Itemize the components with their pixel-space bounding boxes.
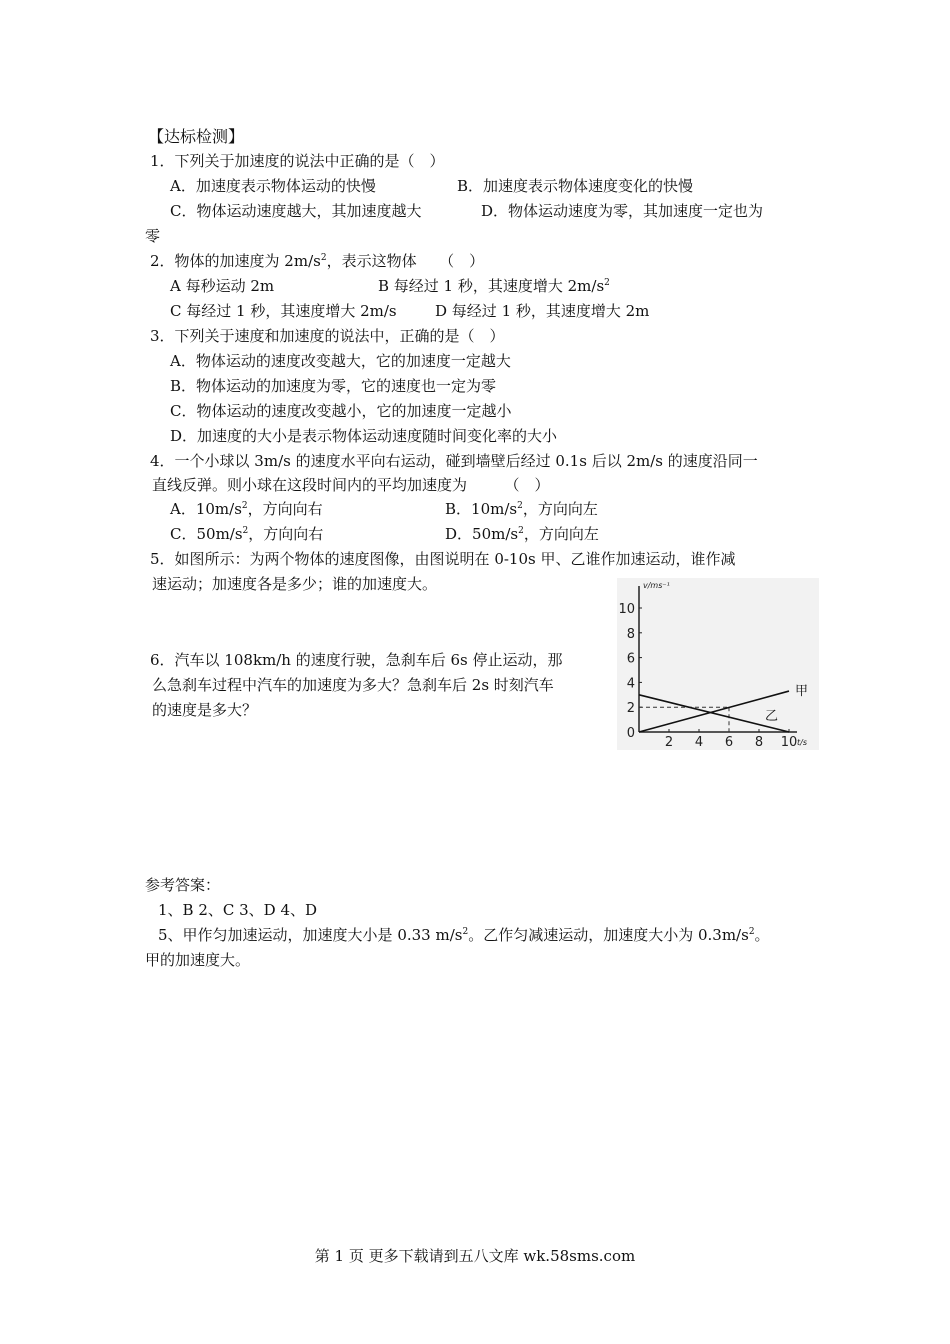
answers-line1: 1、B 2、C 3、D 4、D bbox=[158, 901, 318, 919]
q4-option-d: D．$50m/s^2$，方向向左 bbox=[445, 525, 599, 543]
series-label-2: 乙 bbox=[765, 709, 779, 725]
q2-option-b: B 每经过 1 秒，其速度增大 $2m/s^2$ bbox=[378, 277, 610, 295]
q3-option-d: D．加速度的大小是表示物体运动速度随时间变化率的大小 bbox=[170, 427, 558, 445]
y-tick-label: 10 bbox=[618, 602, 635, 617]
q6-line3: 的速度是多大？ bbox=[152, 701, 258, 719]
q1-stem: 1．下列关于加速度的说法中正确的是（ ） bbox=[150, 152, 445, 170]
series-label-1: 甲 bbox=[795, 684, 809, 700]
q1-option-d: D．物体运动速度为零，其加速度一定也为 bbox=[481, 202, 764, 220]
answers-line3: 甲的加速度大。 bbox=[145, 951, 251, 969]
answers-title: 参考答案： bbox=[145, 876, 221, 894]
x-axis-label: t/s bbox=[797, 738, 807, 747]
q2-option-a: A 每秒运动 2m bbox=[170, 277, 275, 295]
y-tick-label: 2 bbox=[626, 701, 635, 717]
q4-option-a: A．$10m/s^2$，方向向右 bbox=[170, 500, 323, 518]
x-tick-label: 6 bbox=[724, 735, 734, 750]
q3-option-c: C．物体运动的速度改变越小，它的加速度一定越小 bbox=[170, 402, 512, 420]
q1-option-c: C．物体运动速度越大，其加速度越大 bbox=[170, 202, 422, 220]
y-tick-label: 4 bbox=[626, 676, 635, 692]
q6-line2: 么急刹车过程中汽车的加速度为多大？急刹车后 2s 时刻汽车 bbox=[152, 676, 554, 694]
q5-line2: 速运动；加速度各是多少；谁的加速度大。 bbox=[152, 575, 438, 593]
q1-option-a: A．加速度表示物体运动的快慢 bbox=[170, 177, 376, 195]
q4-option-c: C．$50m/s^2$，方向向右 bbox=[170, 525, 324, 543]
y-axis-label: v/ms⁻¹ bbox=[643, 581, 670, 590]
x-tick-label: 10 bbox=[780, 735, 798, 750]
q5-line1: 5．如图所示：为两个物体的速度图像，由图说明在 0-10s 甲、乙谁作加速运动，谁作减 bbox=[150, 550, 736, 568]
x-tick-label: 2 bbox=[664, 735, 674, 750]
q4-stem-line2: 直线反弹。则小球在这段时间内的平均加速度为 （ ） bbox=[152, 476, 550, 494]
y-tick-label: 8 bbox=[626, 626, 635, 642]
q1-option-d-cont: 零 bbox=[145, 227, 161, 245]
q2-option-c: C 每经过 1 秒，其速度增大 2m/s bbox=[170, 302, 397, 320]
q4-stem-line1: 4．一个小球以 3m/s 的速度水平向右运动，碰到墙壁后经过 0.1s 后以 2m/s 的速度沿同一 bbox=[150, 452, 758, 470]
section-title: 【达标检测】 bbox=[148, 127, 245, 146]
x-tick-label: 4 bbox=[694, 735, 704, 750]
q2-option-d: D 每经过 1 秒，其速度增大 2m bbox=[435, 302, 650, 320]
q3-stem: 3．下列关于速度和加速度的说法中，正确的是（ ） bbox=[150, 327, 505, 345]
q4-option-b: B．$10m/s^2$，方向向左 bbox=[445, 500, 598, 518]
q1-option-b: B．加速度表示物体速度变化的快慢 bbox=[457, 177, 694, 195]
q3-option-a: A．物体运动的速度改变越大，它的加速度一定越大 bbox=[170, 352, 511, 370]
velocity-time-chart bbox=[617, 578, 819, 750]
answers-line2: 5、甲作匀加速运动，加速度大小是 0.33 $m/s^2$。乙作匀减速运动，加速度大小为 $0.3m/s^2$。 bbox=[158, 926, 770, 944]
q3-option-b: B．物体运动的加速度为零，它的速度也一定为零 bbox=[170, 377, 497, 395]
q6-line1: 6．汽车以 108km/h 的速度行驶，急刹车后 6s 停止运动，那 bbox=[150, 651, 563, 669]
y-tick-label: 0 bbox=[626, 726, 635, 741]
q2-stem: 2．物体的加速度为 $2m/s^2$，表示这物体 （ ） bbox=[150, 252, 485, 270]
y-tick-label: 6 bbox=[626, 651, 635, 667]
x-tick-label: 8 bbox=[754, 735, 764, 750]
page-footer: 第 1 页 更多下载请到五八文库 wk.58sms.com bbox=[314, 1247, 636, 1265]
